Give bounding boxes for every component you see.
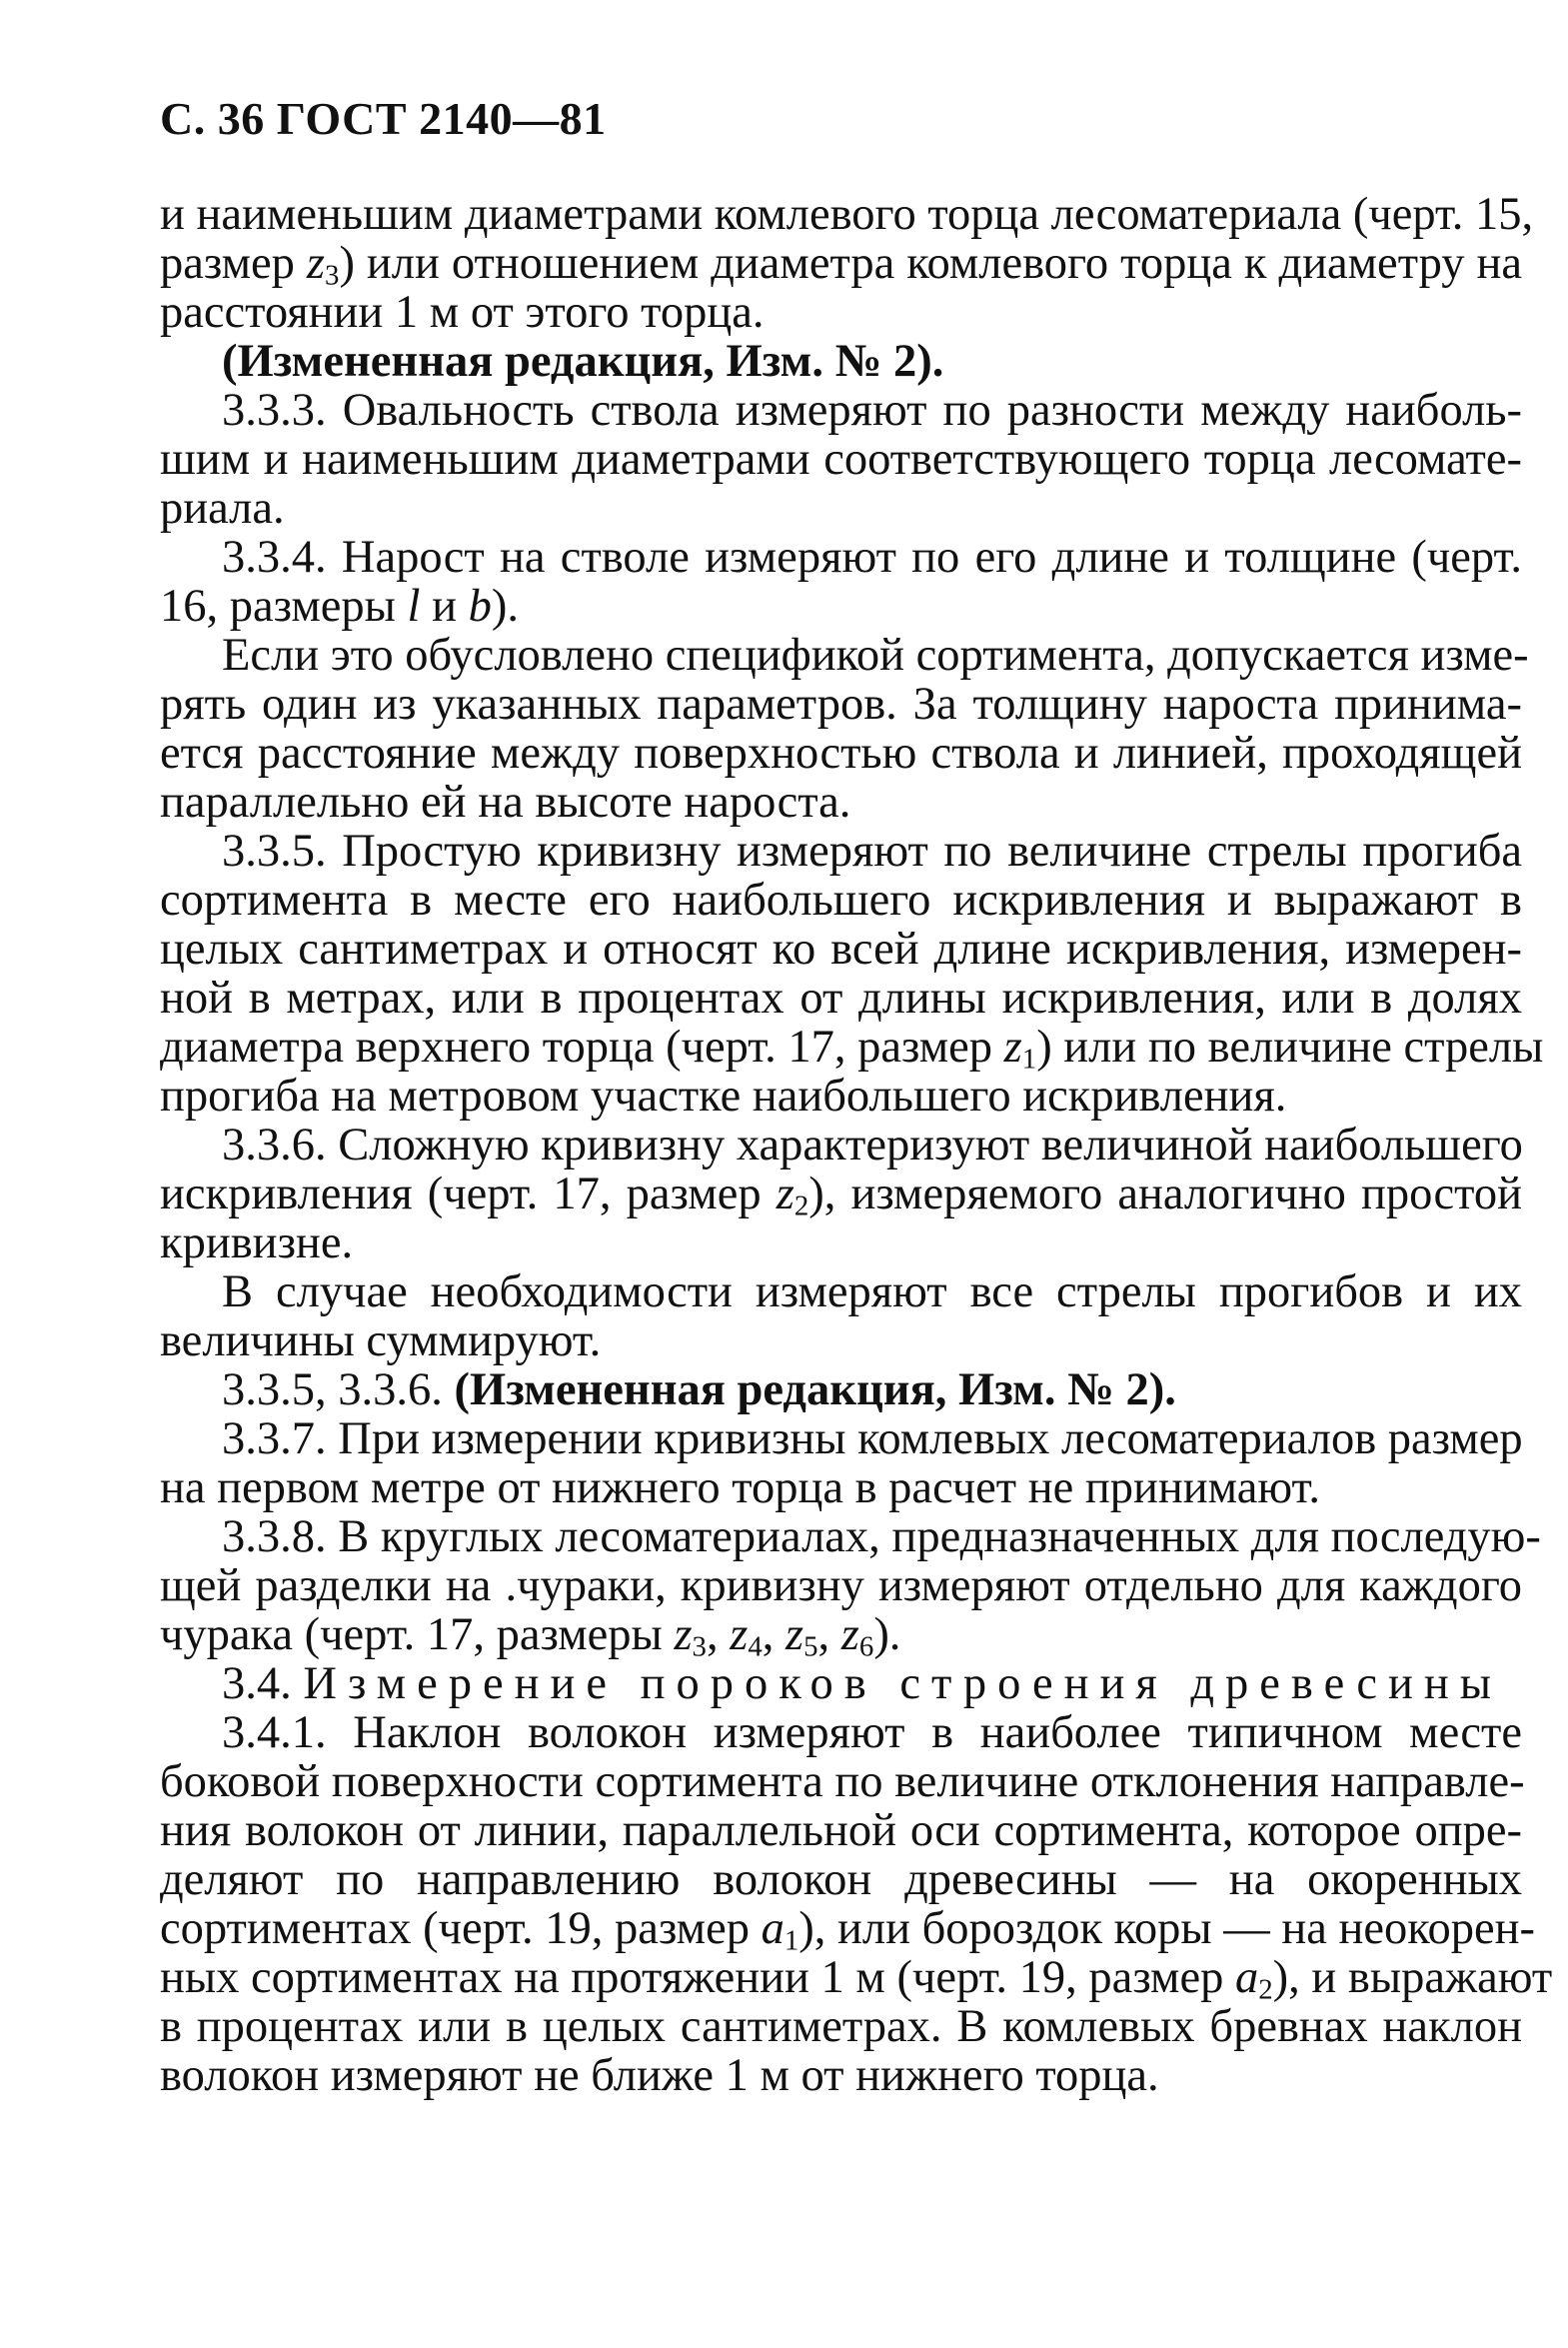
text-line: (Измененная редакция, Изм. № 2). <box>222 336 944 387</box>
text-line: 3.4.1. Наклон волокон измеряют в наиболее типичном месте <box>222 1707 1522 1758</box>
text-line: ется расстояние между поверхностью ствола и линией, проходящей <box>160 728 1522 779</box>
text-line: 3.3.8. В круглых лесоматериалах, предназначенных для последую- <box>222 1511 1541 1562</box>
text-line: 3.3.5, 3.3.6. (Измененная редакция, Изм. № 2). <box>222 1364 1176 1415</box>
body-text <box>160 189 1553 2101</box>
text-line: параллельно ей на высоте нароста. <box>160 777 851 828</box>
text-line: В случае необходимости измеряют все стрелы прогибов и их <box>222 1266 1522 1317</box>
text-line: 3.3.4. Нарост на стволе измеряют по его длине и толщине (черт. <box>222 532 1522 583</box>
text-line: сортиментах (черт. 19, размер $a_1$), или бороздок коры — на неокорен- <box>160 1903 1536 1957</box>
text-line: чурака (черт. 17, размеры $z_3$, $z_4$, $z_5$, $z_6$). <box>160 1609 901 1663</box>
text-line: целых сантиметрах и относят ко всей длине искривления, измерен- <box>160 924 1522 975</box>
text-line: 3.3.7. При измерении кривизны комлевых лесоматериалов размер <box>222 1413 1523 1464</box>
page-header: С. 36 ГОСТ 2140—81 <box>160 93 607 144</box>
text-line: 3.3.5. Простую кривизну измеряют по величине стрелы прогиба <box>222 826 1522 877</box>
text-line: ной в метрах, или в процентах от длины искривления, или в долях <box>160 973 1522 1024</box>
text-line: щей разделки на .чураки, кривизну измеряют отдельно для каждого <box>160 1560 1522 1611</box>
text-line: деляют по направлению волокон древесины — на окоренных <box>160 1854 1522 1905</box>
text-line: 3.3.6. Сложную кривизну характеризуют величиной наибольшего <box>222 1120 1523 1171</box>
text-line: риала. <box>160 483 285 534</box>
text-line: 3.4. Измерение пороков строения древесины <box>222 1658 1503 1709</box>
text-line: рять один из указанных параметров. За толщину нароста принима- <box>160 679 1522 730</box>
text-line: диаметра верхнего торца (черт. 17, размер $z_1$) или по величине стрелы <box>160 1022 1544 1076</box>
text-line: в процентах или в целых сантиметрах. В комлевых бревнах наклон <box>160 2001 1522 2052</box>
text-line: боковой поверхности сортимента по величине отклонения направле- <box>160 1756 1525 1807</box>
text-line: сортимента в месте его наибольшего искривления и выражают в <box>160 875 1522 926</box>
text-line: шим и наименьшим диаметрами соответствующего торца лесомате- <box>160 434 1522 485</box>
text-line: Если это обусловлено спецификой сортимента, допускается изме- <box>222 630 1529 681</box>
text-line: на первом метре от нижнего торца в расчет не принимают. <box>160 1462 1321 1513</box>
text-line: и наименьшим диаметрами комлевого торца лесоматериала (черт. 15, <box>160 189 1534 240</box>
text-line: ных сортиментах на протяжении 1 м (черт. 19, размер $a_2$), и выражают <box>160 1952 1553 2006</box>
text-line: кривизне. <box>160 1217 354 1268</box>
text-line: ния волокон от линии, параллельной оси сортимента, которое опре- <box>160 1805 1522 1856</box>
text-line: расстоянии 1 м от этого торца. <box>160 287 765 338</box>
text-line: 3.3.3. Овальность ствола измеряют по разности между наиболь- <box>222 385 1522 436</box>
text-line: искривления (черт. 17, размер $z_2$), измеряемого аналогично простой <box>160 1169 1522 1222</box>
text-line: прогиба на метровом участке наибольшего искривления. <box>160 1071 1287 1122</box>
text-line: размер $z_3$) или отношением диаметра комлевого торца к диаметру на <box>160 238 1522 292</box>
text-line: 16, размеры l и b). <box>160 581 519 632</box>
text-line: волокон измеряют не ближе 1 м от нижнего торца. <box>160 2050 1159 2101</box>
text-line: величины суммируют. <box>160 1315 602 1366</box>
